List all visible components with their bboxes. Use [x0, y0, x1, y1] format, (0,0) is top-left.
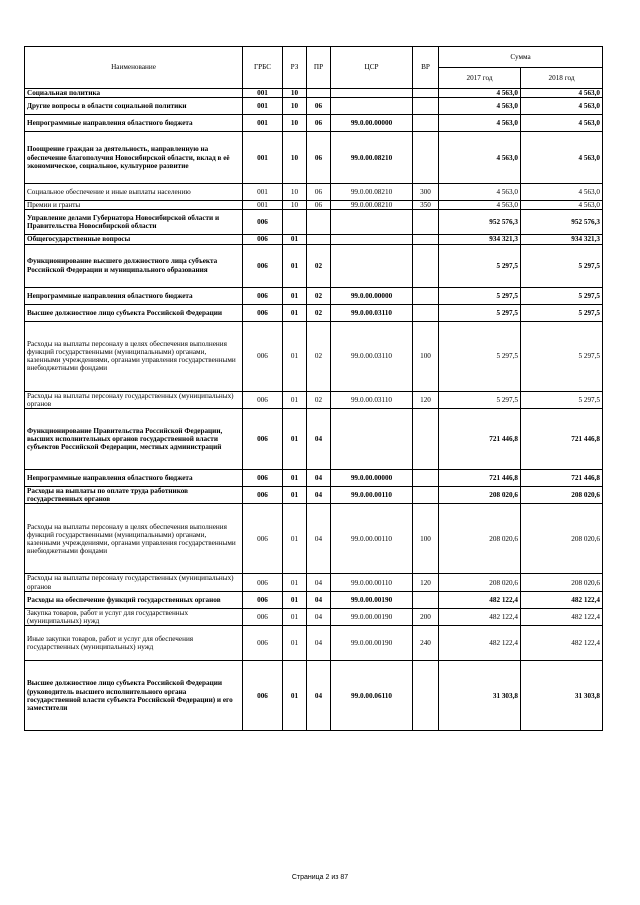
- cell-v2018: 31 303,8: [521, 661, 603, 731]
- cell-v2018: 721 446,8: [521, 470, 603, 487]
- cell-pr: 02: [307, 304, 331, 321]
- cell-name: Высшее должностное лицо субъекта Российской Федерации (руководитель высшего исполнительного органа государственной власти субъекта Российской Федерации) и его заместители: [25, 661, 243, 731]
- cell-rz: 01: [283, 244, 307, 287]
- cell-v2018: 934 321,3: [521, 235, 603, 244]
- cell-vr: [413, 409, 439, 470]
- cell-rz: 01: [283, 287, 307, 304]
- cell-csr: 99.0.00.00190: [331, 591, 413, 608]
- cell-rz: 10: [283, 98, 307, 115]
- cell-v2017: 208 020,6: [439, 504, 521, 574]
- cell-csr: [331, 98, 413, 115]
- cell-grbs: 006: [243, 321, 283, 391]
- cell-pr: 06: [307, 132, 331, 184]
- cell-grbs: 001: [243, 98, 283, 115]
- cell-vr: [413, 287, 439, 304]
- table-row: [25, 287, 603, 304]
- cell-name: Расходы на выплаты по оплате труда работников государственных органов: [25, 487, 243, 504]
- cell-pr: 02: [307, 244, 331, 287]
- cell-v2017: 721 446,8: [439, 470, 521, 487]
- cell-name: Социальная политика: [25, 89, 243, 98]
- cell-grbs: 001: [243, 115, 283, 132]
- cell-v2018: 4 563,0: [521, 89, 603, 98]
- table-row: [25, 98, 603, 115]
- cell-grbs: 006: [243, 591, 283, 608]
- cell-name: Непрограммные направления областного бюджета: [25, 470, 243, 487]
- cell-pr: 04: [307, 608, 331, 625]
- cell-csr: 99.0.00.08210: [331, 132, 413, 184]
- cell-grbs: 006: [243, 287, 283, 304]
- cell-name: Высшее должностное лицо субъекта Российской Федерации: [25, 304, 243, 321]
- cell-v2018: 482 122,4: [521, 608, 603, 625]
- header-grbs: ГРБС: [243, 47, 283, 89]
- cell-v2018: 482 122,4: [521, 626, 603, 661]
- cell-v2017: 4 563,0: [439, 132, 521, 184]
- cell-csr: 99.0.00.08210: [331, 184, 413, 201]
- cell-pr: 06: [307, 184, 331, 201]
- cell-name: Расходы на выплаты персоналу государственных (муниципальных) органов: [25, 391, 243, 408]
- table-row: [25, 574, 603, 591]
- cell-name: Функционирование Правительства Российской Федерации, высших исполнительных органов государственной власти субъектов Российской Федерации, местных администраций: [25, 409, 243, 470]
- cell-csr: 99.0.00.00000: [331, 287, 413, 304]
- cell-pr: 02: [307, 391, 331, 408]
- cell-rz: 10: [283, 89, 307, 98]
- cell-name: Закупка товаров, работ и услуг для государственных (муниципальных) нужд: [25, 608, 243, 625]
- cell-v2018: 721 446,8: [521, 409, 603, 470]
- cell-rz: 01: [283, 391, 307, 408]
- cell-vr: 120: [413, 391, 439, 408]
- table-row: [25, 608, 603, 625]
- cell-pr: 04: [307, 626, 331, 661]
- cell-pr: 04: [307, 470, 331, 487]
- cell-vr: 120: [413, 574, 439, 591]
- cell-name: Управление делами Губернатора Новосибирской области и Правительства Новосибирской области: [25, 210, 243, 235]
- cell-csr: [331, 409, 413, 470]
- cell-rz: 10: [283, 132, 307, 184]
- cell-grbs: 006: [243, 608, 283, 625]
- cell-csr: 99.0.00.03110: [331, 321, 413, 391]
- cell-grbs: 001: [243, 184, 283, 201]
- cell-v2017: 5 297,5: [439, 304, 521, 321]
- table-row: [25, 470, 603, 487]
- table-row: [25, 201, 603, 210]
- cell-v2017: 5 297,5: [439, 287, 521, 304]
- cell-vr: 100: [413, 321, 439, 391]
- cell-vr: 200: [413, 608, 439, 625]
- cell-rz: 01: [283, 235, 307, 244]
- cell-vr: [413, 244, 439, 287]
- table-row: [25, 244, 603, 287]
- cell-csr: [331, 210, 413, 235]
- table-row: [25, 115, 603, 132]
- cell-csr: 99.0.00.03110: [331, 391, 413, 408]
- table-row: [25, 210, 603, 235]
- cell-v2017: 952 576,3: [439, 210, 521, 235]
- cell-rz: 01: [283, 574, 307, 591]
- cell-v2018: 482 122,4: [521, 591, 603, 608]
- cell-pr: 04: [307, 504, 331, 574]
- cell-v2017: 208 020,6: [439, 574, 521, 591]
- cell-rz: 01: [283, 470, 307, 487]
- cell-name: Расходы на выплаты персоналу государственных (муниципальных) органов: [25, 574, 243, 591]
- cell-grbs: 001: [243, 132, 283, 184]
- cell-v2017: 4 563,0: [439, 89, 521, 98]
- cell-grbs: 006: [243, 210, 283, 235]
- cell-vr: [413, 487, 439, 504]
- table-row: [25, 321, 603, 391]
- cell-csr: 99.0.00.00110: [331, 504, 413, 574]
- table-row: [25, 591, 603, 608]
- cell-vr: [413, 132, 439, 184]
- cell-vr: [413, 470, 439, 487]
- cell-grbs: 006: [243, 304, 283, 321]
- cell-rz: [283, 210, 307, 235]
- cell-vr: [413, 304, 439, 321]
- cell-vr: 100: [413, 504, 439, 574]
- cell-pr: [307, 89, 331, 98]
- cell-vr: [413, 591, 439, 608]
- table-row: [25, 487, 603, 504]
- cell-v2017: 4 563,0: [439, 115, 521, 132]
- header-name: Наименование: [25, 47, 243, 89]
- cell-name: Социальное обеспечение и иные выплаты населению: [25, 184, 243, 201]
- cell-name: Расходы на обеспечение функций государственных органов: [25, 591, 243, 608]
- cell-rz: 01: [283, 591, 307, 608]
- cell-name: Непрограммные направления областного бюджета: [25, 115, 243, 132]
- cell-grbs: 006: [243, 470, 283, 487]
- header-2017: 2017 год: [439, 68, 521, 89]
- cell-name: Непрограммные направления областного бюджета: [25, 287, 243, 304]
- header-2018: 2018 год: [521, 68, 603, 89]
- cell-v2017: 482 122,4: [439, 626, 521, 661]
- cell-pr: 06: [307, 98, 331, 115]
- cell-v2017: 4 563,0: [439, 201, 521, 210]
- cell-vr: [413, 115, 439, 132]
- cell-pr: 04: [307, 661, 331, 731]
- cell-name: Иные закупки товаров, работ и услуг для обеспечения государственных (муниципальных) нужд: [25, 626, 243, 661]
- cell-csr: 99.0.00.06110: [331, 661, 413, 731]
- cell-grbs: 006: [243, 391, 283, 408]
- cell-v2018: 4 563,0: [521, 201, 603, 210]
- cell-grbs: 006: [243, 244, 283, 287]
- cell-v2017: 482 122,4: [439, 591, 521, 608]
- cell-csr: [331, 89, 413, 98]
- cell-name: Премии и гранты: [25, 201, 243, 210]
- cell-v2018: 5 297,5: [521, 244, 603, 287]
- cell-rz: 01: [283, 304, 307, 321]
- cell-v2017: 31 303,8: [439, 661, 521, 731]
- cell-rz: 01: [283, 321, 307, 391]
- header-vr: ВР: [413, 47, 439, 89]
- header-sum: Сумма: [439, 47, 603, 68]
- table-row: [25, 184, 603, 201]
- cell-csr: 99.0.00.00000: [331, 470, 413, 487]
- table-row: [25, 661, 603, 731]
- cell-v2018: 5 297,5: [521, 321, 603, 391]
- cell-rz: 01: [283, 608, 307, 625]
- cell-v2018: 952 576,3: [521, 210, 603, 235]
- table-row: [25, 235, 603, 244]
- cell-csr: [331, 235, 413, 244]
- cell-rz: 01: [283, 661, 307, 731]
- cell-name: Расходы на выплаты персоналу в целях обеспечения выполнения функций государственными (муниципальными) органами, казенными учреждениями, органами управления государственными внебюджетными фондами: [25, 321, 243, 391]
- cell-pr: 04: [307, 487, 331, 504]
- cell-v2017: 4 563,0: [439, 98, 521, 115]
- cell-rz: 01: [283, 504, 307, 574]
- cell-rz: 10: [283, 115, 307, 132]
- cell-vr: 350: [413, 201, 439, 210]
- cell-csr: 99.0.00.00000: [331, 115, 413, 132]
- cell-grbs: 006: [243, 409, 283, 470]
- cell-pr: 04: [307, 409, 331, 470]
- page-footer: Страница 2 из 87: [291, 874, 349, 881]
- cell-name: Расходы на выплаты персоналу в целях обеспечения выполнения функций государственными (муниципальными) органами, казенными учреждениями, органами управления государственными внебюджетными фондами: [25, 504, 243, 574]
- cell-csr: 99.0.00.00110: [331, 574, 413, 591]
- cell-csr: [331, 244, 413, 287]
- table-row: [25, 626, 603, 661]
- table-body: [25, 89, 603, 731]
- cell-v2018: 208 020,6: [521, 504, 603, 574]
- header-csr: ЦСР: [331, 47, 413, 89]
- cell-csr: 99.0.00.08210: [331, 201, 413, 210]
- cell-grbs: 006: [243, 661, 283, 731]
- header-rz: РЗ: [283, 47, 307, 89]
- cell-pr: 02: [307, 321, 331, 391]
- cell-pr: [307, 210, 331, 235]
- table-row: [25, 504, 603, 574]
- header-pr: ПР: [307, 47, 331, 89]
- cell-v2017: 5 297,5: [439, 321, 521, 391]
- cell-v2017: 482 122,4: [439, 608, 521, 625]
- cell-name: Другие вопросы в области социальной политики: [25, 98, 243, 115]
- cell-grbs: 006: [243, 504, 283, 574]
- cell-pr: 04: [307, 591, 331, 608]
- cell-grbs: 006: [243, 235, 283, 244]
- cell-v2017: 721 446,8: [439, 409, 521, 470]
- cell-pr: 02: [307, 287, 331, 304]
- cell-v2018: 5 297,5: [521, 391, 603, 408]
- cell-vr: [413, 98, 439, 115]
- table-row: [25, 89, 603, 98]
- table-row: [25, 409, 603, 470]
- cell-vr: [413, 661, 439, 731]
- cell-rz: 01: [283, 626, 307, 661]
- cell-pr: 06: [307, 201, 331, 210]
- cell-name: Поощрение граждан за деятельность, направленную на обеспечение благополучия Новосибирской области, вклад в её экономическое, социальное, культурное развитие: [25, 132, 243, 184]
- cell-csr: 99.0.00.00190: [331, 626, 413, 661]
- cell-csr: 99.0.00.03110: [331, 304, 413, 321]
- table-row: [25, 132, 603, 184]
- cell-grbs: 006: [243, 574, 283, 591]
- cell-vr: [413, 89, 439, 98]
- cell-v2018: 208 020,6: [521, 487, 603, 504]
- cell-name: Функционирование высшего должностного лица субъекта Российской Федерации и муниципального образования: [25, 244, 243, 287]
- cell-v2018: 5 297,5: [521, 304, 603, 321]
- table-row: [25, 391, 603, 408]
- cell-grbs: 001: [243, 89, 283, 98]
- budget-table: [24, 46, 603, 731]
- cell-vr: [413, 235, 439, 244]
- cell-v2018: 208 020,6: [521, 574, 603, 591]
- cell-rz: 01: [283, 409, 307, 470]
- cell-csr: 99.0.00.00110: [331, 487, 413, 504]
- cell-csr: 99.0.00.00190: [331, 608, 413, 625]
- cell-vr: [413, 210, 439, 235]
- cell-grbs: 001: [243, 201, 283, 210]
- cell-v2017: 208 020,6: [439, 487, 521, 504]
- cell-grbs: 006: [243, 487, 283, 504]
- cell-grbs: 006: [243, 626, 283, 661]
- cell-vr: 240: [413, 626, 439, 661]
- cell-v2018: 4 563,0: [521, 184, 603, 201]
- cell-v2018: 5 297,5: [521, 287, 603, 304]
- cell-v2018: 4 563,0: [521, 132, 603, 184]
- cell-pr: [307, 235, 331, 244]
- cell-pr: 06: [307, 115, 331, 132]
- cell-rz: 10: [283, 201, 307, 210]
- table-row: [25, 304, 603, 321]
- cell-v2018: 4 563,0: [521, 98, 603, 115]
- cell-v2017: 5 297,5: [439, 244, 521, 287]
- cell-name: Общегосударственные вопросы: [25, 235, 243, 244]
- cell-v2017: 5 297,5: [439, 391, 521, 408]
- cell-v2017: 934 321,3: [439, 235, 521, 244]
- cell-vr: 300: [413, 184, 439, 201]
- cell-v2017: 4 563,0: [439, 184, 521, 201]
- cell-rz: 10: [283, 184, 307, 201]
- cell-rz: 01: [283, 487, 307, 504]
- cell-pr: 04: [307, 574, 331, 591]
- cell-v2018: 4 563,0: [521, 115, 603, 132]
